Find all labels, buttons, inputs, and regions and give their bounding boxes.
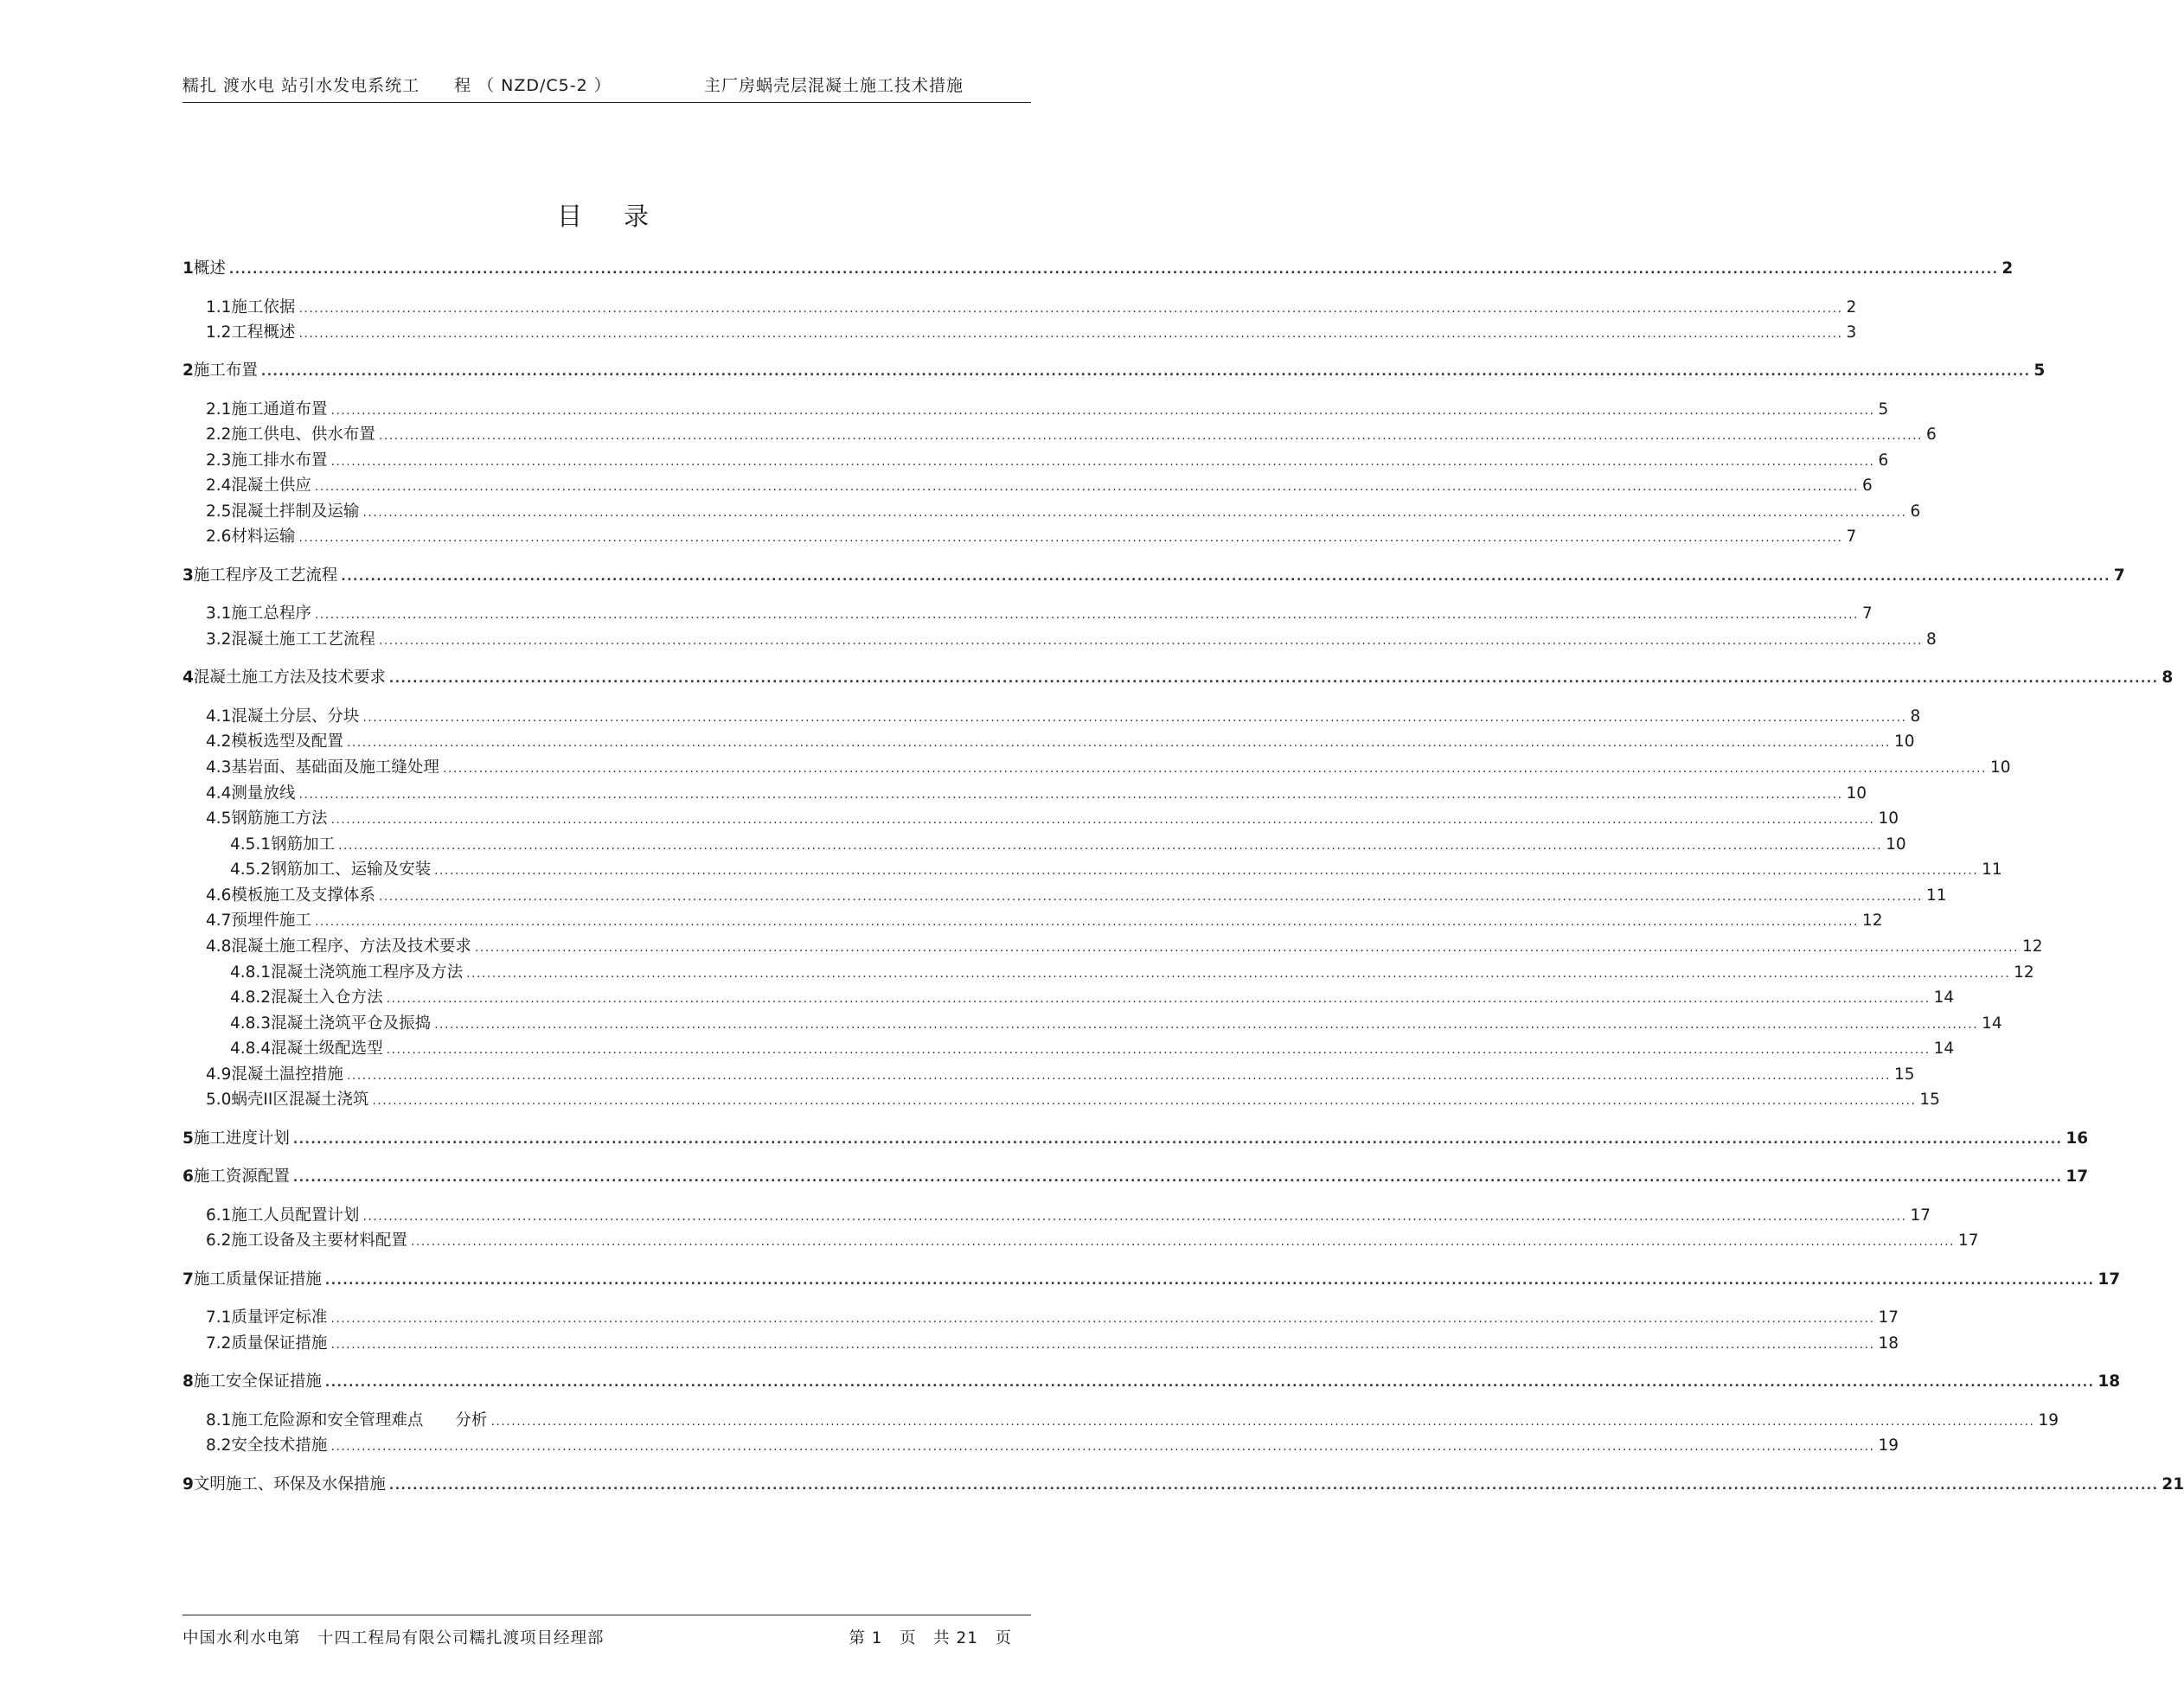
toc-leader-dots: ............................................................................................................................................................................................................................................................................................................: [362, 1210, 1907, 1224]
toc-page-number: 17: [2066, 1167, 2089, 1186]
toc-number: 4.3: [206, 758, 232, 777]
toc-title: 施工程序及工艺流程: [193, 566, 338, 585]
toc-leader-dots: ............................................................................................................................................................................................................................................................................................................: [341, 570, 2110, 584]
toc-entry[interactable]: [206, 1433, 1899, 1457]
footer-page-number: 第 1 页 共 21 页: [849, 1629, 1012, 1647]
toc-leader-dots: ............................................................................................................................................................................................................................................................................................................: [362, 506, 1907, 520]
toc-entry[interactable]: [206, 781, 1867, 805]
toc-entry[interactable]: [206, 908, 1883, 932]
toc-number: 4.9: [206, 1065, 232, 1084]
toc-leader-dots: ............................................................................................................................................................................................................................................................................................................: [346, 1069, 1891, 1083]
toc-page-number: 2: [2001, 259, 2014, 278]
toc-title: 施工布置: [193, 361, 258, 380]
toc-page-number: 19: [2038, 1411, 2059, 1430]
toc-leader-dots: ............................................................................................................................................................................................................................................................................................................: [298, 531, 1843, 545]
toc-entry[interactable]: [206, 397, 1889, 421]
toc-page-number: 7: [1846, 528, 1857, 546]
toc-entry[interactable]: [206, 729, 1915, 753]
toc-leader-dots: ............................................................................................................................................................................................................................................................................................................: [330, 1440, 1875, 1454]
toc-number: 2.1: [206, 400, 232, 419]
toc-entry[interactable]: [206, 473, 1873, 497]
toc-number: 4.5.2: [230, 860, 272, 879]
toc-page-number: 17: [2098, 1270, 2121, 1289]
toc-title: 施工危险源和安全管理难点 分析: [231, 1411, 488, 1430]
toc-number: 1: [183, 259, 194, 278]
toc-number: 2.5: [206, 502, 232, 521]
toc-page-number: 5: [1878, 400, 1889, 419]
toc-entry[interactable]: [206, 422, 1937, 446]
toc-entry[interactable]: [206, 1062, 1915, 1086]
toc-number: 2.2: [206, 425, 232, 444]
toc-entry[interactable]: [183, 665, 2174, 689]
toc-entry[interactable]: [183, 1164, 2089, 1188]
toc-leader-dots: ............................................................................................................................................................................................................................................................................................................: [314, 915, 1859, 929]
toc-number: 4.7: [206, 912, 232, 930]
toc-title: 质量保证措施: [231, 1334, 328, 1353]
toc-number: 5.0: [206, 1091, 232, 1109]
toc-entry[interactable]: [206, 1331, 1899, 1355]
toc-title: 工程概述: [231, 323, 296, 342]
toc-entry[interactable]: [183, 1126, 2089, 1150]
toc-number: 4.8.2: [230, 988, 272, 1007]
toc-entry[interactable]: [230, 1036, 1955, 1060]
toc-title: 概述: [193, 259, 226, 278]
toc-title: 施工资源配置: [193, 1167, 290, 1186]
toc-page-number: 19: [1878, 1436, 1899, 1455]
toc-title: 预埋件施工: [231, 912, 311, 930]
toc-title: 施工供电、供水布置: [231, 425, 375, 444]
toc-number: 4.8.4: [230, 1040, 272, 1058]
toc-leader-dots: ............................................................................................................................................................................................................................................................................................................: [442, 762, 1987, 776]
toc-title: 钢筋加工、运输及安装: [271, 860, 432, 879]
toc-page-number: 17: [1910, 1206, 1931, 1225]
toc-number: 2: [183, 361, 194, 380]
toc-entry[interactable]: [183, 1267, 2121, 1291]
toc-title: 质量评定标准: [231, 1308, 328, 1327]
toc-number: 1.2: [206, 323, 232, 342]
toc-page-number: 18: [1878, 1334, 1899, 1353]
toc-title: 混凝土供应: [231, 477, 311, 495]
toc-number: 7: [183, 1270, 194, 1289]
toc-title: 安全技术措施: [231, 1436, 328, 1455]
toc-page-number: 2: [1846, 298, 1857, 317]
toc-number: 8.2: [206, 1436, 232, 1455]
toc-number: 4: [183, 668, 194, 687]
toc-page-number: 6: [1926, 425, 1937, 444]
toc-leader-dots: ............................................................................................................................................................................................................................................................................................................: [378, 890, 1923, 904]
toc-entry[interactable]: [206, 1305, 1899, 1329]
toc-page-number: 11: [1926, 886, 1947, 905]
toc-leader-dots: ............................................................................................................................................................................................................................................................................................................: [338, 839, 1883, 853]
toc-title: 施工通道布置: [231, 400, 328, 419]
toc-entry[interactable]: [206, 499, 1921, 523]
toc-title: 施工总程序: [231, 605, 311, 623]
toc-leader-dots: ............................................................................................................................................................................................................................................................................................................: [324, 1274, 2095, 1288]
toc-entry[interactable]: [230, 857, 2002, 881]
toc-page-number: 6: [1862, 477, 1873, 495]
toc-number: 8.1: [206, 1411, 232, 1430]
toc-title: 钢筋施工方法: [231, 809, 328, 828]
toc-number: 4.2: [206, 732, 232, 751]
toc-page-number: 5: [2033, 361, 2046, 380]
toc-leader-dots: ............................................................................................................................................................................................................................................................................................................: [298, 327, 1843, 341]
toc-title: 混凝土级配选型: [271, 1040, 383, 1058]
toc-page-number: 18: [2098, 1372, 2121, 1391]
toc-leader-dots: ............................................................................................................................................................................................................................................................................................................: [362, 711, 1907, 725]
toc-entry[interactable]: [230, 985, 1955, 1009]
toc-number: 4.6: [206, 886, 232, 905]
toc-number: 3.1: [206, 605, 232, 623]
toc-title: 模板选型及配置: [231, 732, 343, 751]
toc-leader-dots: ............................................................................................................................................................................................................................................................................................................: [228, 263, 1999, 277]
toc-title: 蜗壳II区混凝土浇筑: [231, 1091, 369, 1109]
toc-number: 8: [183, 1372, 194, 1391]
header-project-name: 糯扎 渡水电 站引水发电系统工 程 （ NZD/C5-2 ）: [183, 76, 612, 95]
toc-number: 2.6: [206, 528, 232, 546]
toc-page-number: 3: [1846, 323, 1857, 342]
toc-entry[interactable]: [206, 1087, 1940, 1111]
toc-leader-dots: ............................................................................................................................................................................................................................................................................................................: [490, 1415, 2035, 1429]
toc-entry[interactable]: [206, 704, 1921, 728]
toc-page-number: 10: [1894, 732, 1915, 751]
toc-leader-dots: ............................................................................................................................................................................................................................................................................................................: [388, 672, 2159, 686]
toc-leader-dots: ............................................................................................................................................................................................................................................................................................................: [386, 1043, 1931, 1057]
toc-page-number: 17: [1878, 1308, 1899, 1327]
toc-title: 混凝土入仓方法: [271, 988, 383, 1007]
toc-leader-dots: ............................................................................................................................................................................................................................................................................................................: [378, 429, 1923, 443]
toc-title: 混凝土浇筑施工程序及方法: [271, 963, 464, 982]
toc-title: 混凝土施工方法及技术要求: [193, 668, 386, 687]
page-title: 目录: [556, 202, 690, 231]
toc-page-number: 8: [2162, 668, 2174, 687]
toc-entry[interactable]: [206, 295, 1857, 319]
toc-number: 6.2: [206, 1231, 232, 1250]
toc-title: 模板施工及支撑体系: [231, 886, 375, 905]
toc-number: 5: [183, 1129, 194, 1148]
toc-page-number: 21: [2162, 1475, 2184, 1494]
toc-leader-dots: ............................................................................................................................................................................................................................................................................................................: [324, 1376, 2095, 1390]
page-footer: [183, 1615, 1031, 1650]
toc-number: 4.8: [206, 937, 232, 956]
toc-number: 3.2: [206, 630, 232, 649]
toc-entry[interactable]: [206, 524, 1857, 548]
toc-entry[interactable]: [206, 755, 2011, 779]
toc-page-number: 12: [1862, 912, 1883, 930]
toc-entry[interactable]: [206, 1408, 2059, 1432]
toc-entry[interactable]: [206, 627, 1937, 651]
toc-page-number: 7: [2113, 566, 2125, 585]
toc-page-number: 10: [1846, 784, 1867, 803]
toc-entry[interactable]: [230, 1011, 2002, 1035]
toc-page-number: 6: [1878, 451, 1889, 470]
toc-title: 混凝土拌制及运输: [231, 502, 360, 521]
toc-number: 4.5.1: [230, 835, 272, 854]
toc-number: 1.1: [206, 298, 232, 317]
toc-number: 4.8.3: [230, 1014, 272, 1033]
page-header: [183, 73, 1031, 103]
toc-number: 4.8.1: [230, 963, 272, 982]
toc-page-number: 14: [1982, 1014, 2002, 1033]
toc-leader-dots: ............................................................................................................................................................................................................................................................................................................: [292, 1171, 2063, 1185]
toc-leader-dots: ............................................................................................................................................................................................................................................................................................................: [330, 813, 1875, 827]
toc-leader-dots: ............................................................................................................................................................................................................................................................................................................: [434, 864, 1979, 878]
toc-entry[interactable]: [183, 1369, 2121, 1393]
toc-page-number: 12: [2014, 963, 2034, 982]
toc-title: 钢筋加工: [271, 835, 336, 854]
toc-page-number: 10: [1878, 809, 1899, 828]
toc-page-number: 8: [1926, 630, 1937, 649]
toc-entry[interactable]: [206, 448, 1889, 472]
toc-title: 混凝土施工工艺流程: [231, 630, 375, 649]
toc-entry[interactable]: [206, 934, 2043, 958]
toc-page-number: 10: [1990, 758, 2011, 777]
toc-leader-dots: ............................................................................................................................................................................................................................................................................................................: [298, 302, 1843, 316]
toc-leader-dots: ............................................................................................................................................................................................................................................................................................................: [330, 404, 1875, 418]
toc-leader-dots: ............................................................................................................................................................................................................................................................................................................: [410, 1235, 1955, 1249]
toc-page-number: 6: [1910, 502, 1921, 521]
toc-leader-dots: ............................................................................................................................................................................................................................................................................................................: [330, 1338, 1875, 1352]
toc-entry[interactable]: [206, 1228, 1979, 1252]
toc-title: 施工排水布置: [231, 451, 328, 470]
toc-title: 材料运输: [231, 528, 296, 546]
toc-leader-dots: ............................................................................................................................................................................................................................................................................................................: [346, 736, 1891, 750]
toc-number: 6: [183, 1167, 194, 1186]
toc-number: 7.1: [206, 1308, 232, 1327]
footer-organization: 中国水利水电第 十四工程局有限公司糯扎渡项目经理部: [183, 1629, 605, 1647]
toc-title: 混凝土浇筑平仓及振捣: [271, 1014, 432, 1033]
toc-page-number: 15: [1919, 1091, 1940, 1109]
toc-number: 2.3: [206, 451, 232, 470]
toc-leader-dots: ............................................................................................................................................................................................................................................................................................................: [434, 1018, 1979, 1032]
toc-page-number: 16: [2066, 1129, 2089, 1148]
toc-number: 4.4: [206, 784, 232, 803]
toc-title: 施工依据: [231, 298, 296, 317]
toc-leader-dots: ............................................................................................................................................................................................................................................................................................................: [260, 365, 2031, 379]
toc-number: 4.1: [206, 707, 232, 726]
toc-entry[interactable]: [206, 601, 1873, 625]
toc-title: 施工质量保证措施: [193, 1270, 322, 1289]
toc-page-number: 11: [1982, 860, 2002, 879]
toc-title: 混凝土分层、分块: [231, 707, 360, 726]
toc-entry[interactable]: [183, 563, 2125, 587]
toc-title: 施工设备及主要材料配置: [231, 1231, 407, 1250]
toc-leader-dots: ............................................................................................................................................................................................................................................................................................................: [292, 1133, 2063, 1147]
toc-title: 基岩面、基础面及施工缝处理: [231, 758, 439, 777]
toc-leader-dots: ............................................................................................................................................................................................................................................................................................................: [388, 1479, 2159, 1493]
toc-leader-dots: ............................................................................................................................................................................................................................................................................................................: [330, 455, 1875, 469]
toc-leader-dots: ............................................................................................................................................................................................................................................................................................................: [314, 608, 1859, 622]
toc-leader-dots: ............................................................................................................................................................................................................................................................................................................: [298, 788, 1843, 802]
toc-page-number: 14: [1933, 988, 1955, 1007]
toc-leader-dots: ............................................................................................................................................................................................................................................................................................................: [466, 967, 2011, 981]
toc-title: 文明施工、环保及水保措施: [193, 1475, 386, 1494]
toc-title: 测量放线: [231, 784, 296, 803]
toc-leader-dots: ............................................................................................................................................................................................................................................................................................................: [314, 480, 1859, 494]
toc-leader-dots: ............................................................................................................................................................................................................................................................................................................: [386, 992, 1931, 1006]
toc-leader-dots: ............................................................................................................................................................................................................................................................................................................: [330, 1312, 1875, 1326]
toc-entry[interactable]: [206, 1203, 1931, 1227]
toc-title: 施工人员配置计划: [231, 1206, 360, 1225]
toc-page-number: 14: [1933, 1040, 1955, 1058]
toc-page-number: 17: [1958, 1231, 1979, 1250]
toc-title: 混凝土温控措施: [231, 1065, 343, 1084]
header-document-title: 主厂房蜗壳层混凝土施工技术措施: [703, 76, 964, 95]
toc-entry[interactable]: [183, 358, 2046, 382]
toc-page-number: 8: [1910, 707, 1921, 726]
toc-entry[interactable]: [183, 256, 2014, 280]
toc-number: 9: [183, 1475, 194, 1494]
toc-entry[interactable]: [206, 320, 1857, 344]
toc-page-number: 12: [2022, 937, 2043, 956]
toc-page-number: 15: [1894, 1065, 1915, 1084]
toc-number: 6.1: [206, 1206, 232, 1225]
toc-title: 混凝土施工程序、方法及技术要求: [231, 937, 471, 956]
toc-title: 施工进度计划: [193, 1129, 290, 1148]
toc-entry[interactable]: [230, 960, 2034, 984]
toc-leader-dots: ............................................................................................................................................................................................................................................................................................................: [474, 941, 2019, 955]
toc-page-number: 7: [1862, 605, 1873, 623]
toc-entry[interactable]: [206, 806, 1899, 830]
toc-number: 3: [183, 566, 194, 585]
toc-number: 7.2: [206, 1334, 232, 1353]
toc-number: 2.4: [206, 477, 232, 495]
toc-number: 4.5: [206, 809, 232, 828]
toc-leader-dots: ............................................................................................................................................................................................................................................................................................................: [378, 634, 1923, 648]
toc-title: 施工安全保证措施: [193, 1372, 322, 1391]
toc-entry[interactable]: [230, 832, 1906, 856]
toc-entry[interactable]: [183, 1472, 2184, 1496]
toc-page-number: 10: [1886, 835, 1906, 854]
toc-entry[interactable]: [206, 883, 1947, 907]
toc-leader-dots: ............................................................................................................................................................................................................................................................................................................: [372, 1094, 1917, 1108]
